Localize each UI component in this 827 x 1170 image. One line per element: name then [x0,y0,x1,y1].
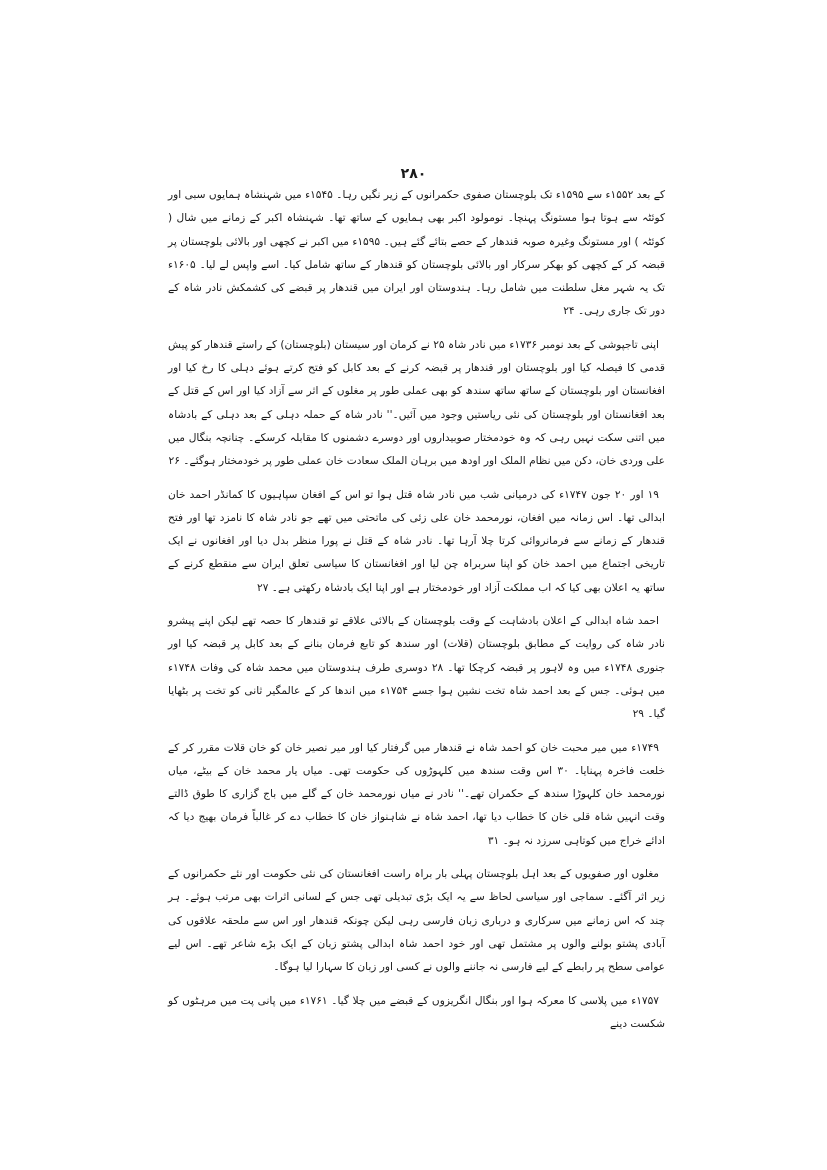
paragraph-6: مغلوں اور صفویوں کے بعد اہل بلوچستان پہلی بار براہ راست افغانستان کی نئی حکومت اور نئے حکمرانوں کے زیر اثر آگئے۔ سماجی اور سیاسی لحاظ سے یہ ایک بڑی تبدیلی تھی جس کے لسانی اثرات بھی مرتب ہوئے۔ ہر چند کہ اس زمانے میں سرکاری و درباری زبان فارسی رہی لیکن چونکہ قندھار اور اس سے ملحقہ علاقوں کی آبادی پشتو بولنے والوں پر مشتمل تھی اور خود احمد شاہ ابدالی پشتو زبان کے ایک بڑے شاعر تھے۔ اس لیے عوامی سطح پر رابطے کے لیے فارسی نہ جاننے والوں نے کسی اور زبان کا سہارا لیا ہوگا۔ [168,868,665,974]
paragraph-7: ۱۷۵۷ء میں پلاسی کا معرکہ ہوا اور بنگال انگریزوں کے قبضے میں چلا گیا۔ ۱۷۶۱ء میں پانی پت میں مرہٹوں کو شکست دینے [168,994,665,1030]
paragraph-1: کے بعد ۱۵۵۲ء سے ۱۵۹۵ء تک بلوچستان صفوی حکمرانوں کے زیر نگیں رہا۔ ۱۵۴۵ء میں شہنشاہ ہمایوں سبی اور کوئٹہ سے ہوتا ہوا مستونگ پہنچا۔ نومولود اکبر بھی ہمایوں کے ساتھ تھا۔ شہنشاہ اکبر کے زمانے میں شال ( کوئٹہ ) اور مستونگ وغیرہ صوبہ قندھار کے حصے بتائے گئے ہیں۔ ۱۵۹۵ء میں اکبر نے کچھی اور بالائی بلوچستان پر قبضہ کر کے کچھی کو بھکر سرکار اور بالائی بلوچستان کو قندھار کے ساتھ شامل کیا۔ اسے واپس لے لیا۔ ۱۶۰۵ء تک یہ شہر مغل سلطنت میں شامل رہا۔ ہندوستان اور ایران میں قندھار پر قبضے کی کشمکش نادر شاہ کے دور تک جاری رہی۔ ۲۴ [168,189,665,318]
page-number: ۲۸۰ [400,166,427,182]
paragraph-3: ۱۹ اور ۲۰ جون ۱۷۴۷ء کی درمیانی شب میں نادر شاہ قتل ہوا تو اس کے افغان سپاہیوں کا کمانڈر احمد خان ابدالی تھا۔ اس زمانہ میں افغان، نورمحمد خان علی زئی کی ماتحتی میں تھے جو نادر شاہ کا نامزد تھا اور فتح قندھار کے زمانے سے فرمانروائی کرتا چلا آرہا تھا۔ نادر شاہ کے قتل نے پورا منظر بدل دیا اور افغانوں نے ایک تاریخی اجتماع میں احمد خان کو اپنا سربراہ چن لیا اور افغانستان کا سیاسی تعلق ایران سے منقطع کرنے کے ساتھ یہ اعلان بھی کیا کہ اب مملکت آزاد اور خودمختار ہے اور اپنا ایک بادشاہ رکھتی ہے۔ ۲۷ [168,488,665,594]
paragraph-2: اپنی تاجپوشی کے بعد نومبر ۱۷۳۶ء میں نادر شاہ ۲۵ نے کرمان اور سیستان (بلوچستان) کے راستے قندھار کو پیش قدمی کا فیصلہ کیا اور بلوچستان اور قندھار پر قبضہ کرنے کے بعد کابل کو فتح کرتے ہوئے دہلی کا رخ کیا اور افغانستان اور بلوچستان کے ساتھ ساتھ سندھ کو بھی عملی طور پر مغلوں کے اثر سے آزاد کیا اور اس کے قتل کے بعد افغانستان اور بلوچستان کی نئی ریاستیں وجود میں آئیں۔'' نادر شاہ کے حملہ دہلی کے بعد دہلی کے بادشاہ میں اتنی سکت نہیں رہی کہ وہ خودمختار صوبیداروں اور دوسرے دشمنوں کا مقابلہ کرسکے۔ چنانچہ بنگال میں علی وردی خان، دکن میں نظام الملک اور اودھ میں برہان الملک سعادت خان عملی طور پر خودمختار ہوگئے۔ ۲۶ [168,338,665,468]
body-text [168,184,665,1046]
paragraph-4: احمد شاہ ابدالی کے اعلان بادشاہت کے وقت بلوچستان کے بالائی علاقے تو قندھار کا حصہ تھے لیکن اپنے پیشرو نادر شاہ کی روایت کے مطابق بلوچستان (قلات) اور سندھ کو تابع فرمان بنانے کے بعد کابل پر قبضہ کیا اور جنوری ۱۷۴۸ء میں وہ لاہور پر قبضہ کرچکا تھا۔ ۲۸ دوسری طرف ہندوستان میں محمد شاہ کی وفات ۱۷۴۸ء میں ہوئی۔ جس کے بعد احمد شاہ تخت نشین ہوا جسے ۱۷۵۴ء میں اندھا کر کے عالمگیر ثانی کو تخت پر بٹھایا گیا۔ ۲۹ [168,615,665,721]
paragraph-5: ۱۷۴۹ء میں میر محبت خان کو احمد شاہ نے قندھار میں گرفتار کیا اور میر نصیر خان کو خان قلات مقرر کر کے خلعت فاخرہ پہنایا۔ ۳۰ اس وقت سندھ میں کلہوڑوں کی حکومت تھی۔ میاں یار محمد خان کے بیٹے، میاں نورمحمد خان کلہوڑا سندھ کے حکمران تھے۔'' نادر نے میاں نورمحمد خان کے گلے میں باج گزاری کا طوق ڈالتے وقت انہیں شاہ قلی خان کا خطاب دیا تھا، احمد شاہ نے شاہنواز خان کا خطاب دے کر غالباً فرمان بھیج دیا کہ ادائے خراج میں کوتاہی سرزد نہ ہو۔ ۳۱ [168,741,665,847]
